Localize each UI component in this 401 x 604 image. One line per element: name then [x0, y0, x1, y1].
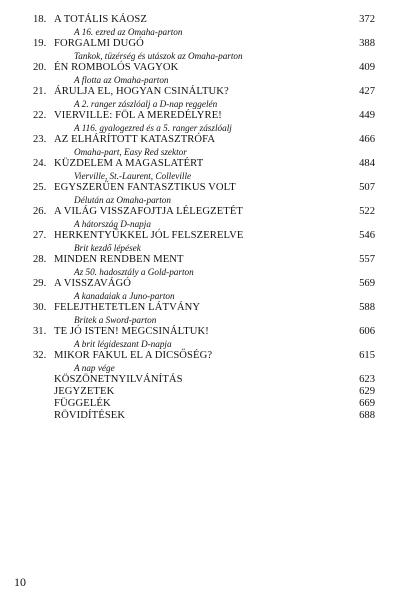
chapter-subtitle: Délután az Omaha-parton — [74, 195, 171, 205]
chapter-page: 522 — [359, 206, 375, 217]
chapter-title: A VILÁG VISSZAFOJTJA LÉLEGZETÉT — [54, 206, 243, 217]
chapter-title: VIERVILLE: FÖL A MEREDÉLYRE! — [54, 110, 222, 121]
chapter-page: 615 — [359, 350, 375, 361]
toc-chapter — [0, 110, 401, 134]
chapter-title: HERKENTYŰKKEL JÓL FELSZERELVE — [54, 230, 244, 241]
chapter-number: 20. — [33, 62, 47, 73]
chapter-page: 466 — [359, 134, 375, 145]
toc-entry — [0, 182, 401, 194]
toc-chapter — [0, 326, 401, 350]
back-matter-title: FÜGGELÉK — [54, 398, 111, 409]
toc-entry — [0, 14, 401, 26]
toc-entry — [0, 38, 401, 50]
chapter-title: EGYSZERŰEN FANTASZTIKUS VOLT — [54, 182, 236, 193]
chapter-page: 409 — [359, 62, 375, 73]
table-of-contents — [0, 14, 401, 422]
chapter-page: 557 — [359, 254, 375, 265]
toc-back-matter-entry — [0, 410, 401, 422]
chapter-number: 32. — [33, 350, 47, 361]
toc-back-matter-entry — [0, 386, 401, 398]
toc-chapter — [0, 182, 401, 206]
chapter-title: MIKOR FAKUL EL A DICSŐSÉG? — [54, 350, 213, 361]
chapter-number: 31. — [33, 326, 47, 337]
page-number: 10 — [14, 575, 26, 589]
chapter-number: 22. — [33, 110, 47, 121]
chapter-title: A VISSZAVÁGÓ — [54, 278, 132, 289]
back-matter-title: KÖSZÖNETNYILVÁNÍTÁS — [54, 374, 183, 385]
chapter-number: 25. — [33, 182, 47, 193]
back-matter-title: JEGYZETEK — [54, 386, 115, 397]
back-matter-page: 629 — [359, 386, 375, 397]
chapter-number: 26. — [33, 206, 47, 217]
chapter-page: 449 — [359, 110, 375, 121]
toc-entry — [0, 86, 401, 98]
chapter-number: 30. — [33, 302, 47, 313]
chapter-subtitle: Vierville, St.-Laurent, Colleville — [74, 171, 192, 181]
chapter-page: 388 — [359, 38, 375, 49]
chapter-subtitle: Brit kezdő lépések — [74, 243, 141, 253]
toc-chapter — [0, 86, 401, 110]
toc-chapter — [0, 230, 401, 254]
toc-entry — [0, 206, 401, 218]
chapter-number: 29. — [33, 278, 47, 289]
chapter-number: 27. — [33, 230, 47, 241]
chapter-number: 19. — [33, 38, 47, 49]
toc-chapter — [0, 278, 401, 302]
toc-back-matter-entry — [0, 398, 401, 410]
chapter-subtitle: A kanadaiak a Juno-parton — [74, 291, 175, 301]
chapter-title: FORGALMI DUGÓ — [54, 38, 144, 49]
chapter-page: 427 — [359, 86, 375, 97]
chapter-subtitle: A hátország D-napja — [74, 219, 151, 229]
chapter-subtitle: A nap vége — [74, 363, 115, 373]
chapter-subtitle: A 16. ezred az Omaha-parton — [74, 27, 183, 37]
chapter-title: A TOTÁLIS KÁOSZ — [54, 14, 147, 25]
chapter-subtitle: Omaha-part, Easy Red szektor — [74, 147, 187, 157]
chapter-number: 28. — [33, 254, 47, 265]
toc-chapter — [0, 350, 401, 374]
chapter-number: 21. — [33, 86, 47, 97]
chapter-number: 23. — [33, 134, 47, 145]
chapter-title: ÁRULJA EL, HOGYAN CSINÁLTUK? — [54, 86, 229, 97]
chapter-number: 18. — [33, 14, 47, 25]
chapter-subtitle: A 2. ranger zászlóalj a D-nap reggelén — [74, 99, 218, 109]
chapter-title: TE JÓ ISTEN! MEGCSINÁLTUK! — [54, 326, 209, 337]
chapter-title: ÉN ROMBOLÓS VAGYOK — [54, 62, 179, 73]
chapter-subtitle: Tankok, tüzérség és utászok az Omaha-parton — [74, 51, 243, 61]
chapter-title: KÜZDELEM A MAGASLATÉRT — [54, 158, 204, 169]
back-matter-page: 623 — [359, 374, 375, 385]
chapter-title: AZ ELHÁRÍTOTT KATASZTRÓFA — [54, 134, 216, 145]
chapter-subtitle: A brit légideszant D-napja — [74, 339, 172, 349]
toc-chapter — [0, 302, 401, 326]
chapter-page: 546 — [359, 230, 375, 241]
chapter-title: FELEJTHETETLEN LÁTVÁNY — [54, 302, 201, 313]
chapter-number: 24. — [33, 158, 47, 169]
toc-entry — [0, 278, 401, 290]
back-matter-page: 669 — [359, 398, 375, 409]
back-matter-page: 688 — [359, 410, 375, 421]
toc-chapter — [0, 206, 401, 230]
toc-chapter — [0, 158, 401, 182]
toc-entry — [0, 230, 401, 242]
back-matter-title: RÖVIDÍTÉSEK — [54, 410, 126, 421]
toc-entry — [0, 158, 401, 170]
toc-entry — [0, 350, 401, 362]
chapter-page: 484 — [359, 158, 375, 169]
chapter-page: 588 — [359, 302, 375, 313]
toc-entry — [0, 254, 401, 266]
chapter-page: 507 — [359, 182, 375, 193]
toc-chapter — [0, 62, 401, 86]
chapter-title: MINDEN RENDBEN MENT — [54, 254, 184, 265]
toc-entry — [0, 134, 401, 146]
toc-back-matter-entry — [0, 374, 401, 386]
toc-chapter — [0, 14, 401, 38]
toc-entry — [0, 62, 401, 74]
chapter-subtitle: A flotta az Omaha-parton — [74, 75, 169, 85]
toc-entry — [0, 302, 401, 314]
chapter-page: 569 — [359, 278, 375, 289]
chapter-subtitle: A 116. gyalogezred és a 5. ranger zászlóalj — [74, 123, 232, 133]
chapter-page: 372 — [359, 14, 375, 25]
toc-chapter — [0, 254, 401, 278]
toc-entry — [0, 110, 401, 122]
toc-entry — [0, 326, 401, 338]
chapter-page: 606 — [359, 326, 375, 337]
toc-chapter — [0, 38, 401, 62]
toc-chapter — [0, 134, 401, 158]
chapter-subtitle: Az 50. hadosztály a Gold-parton — [74, 267, 194, 277]
chapter-subtitle: Britek a Sword-parton — [74, 315, 157, 325]
